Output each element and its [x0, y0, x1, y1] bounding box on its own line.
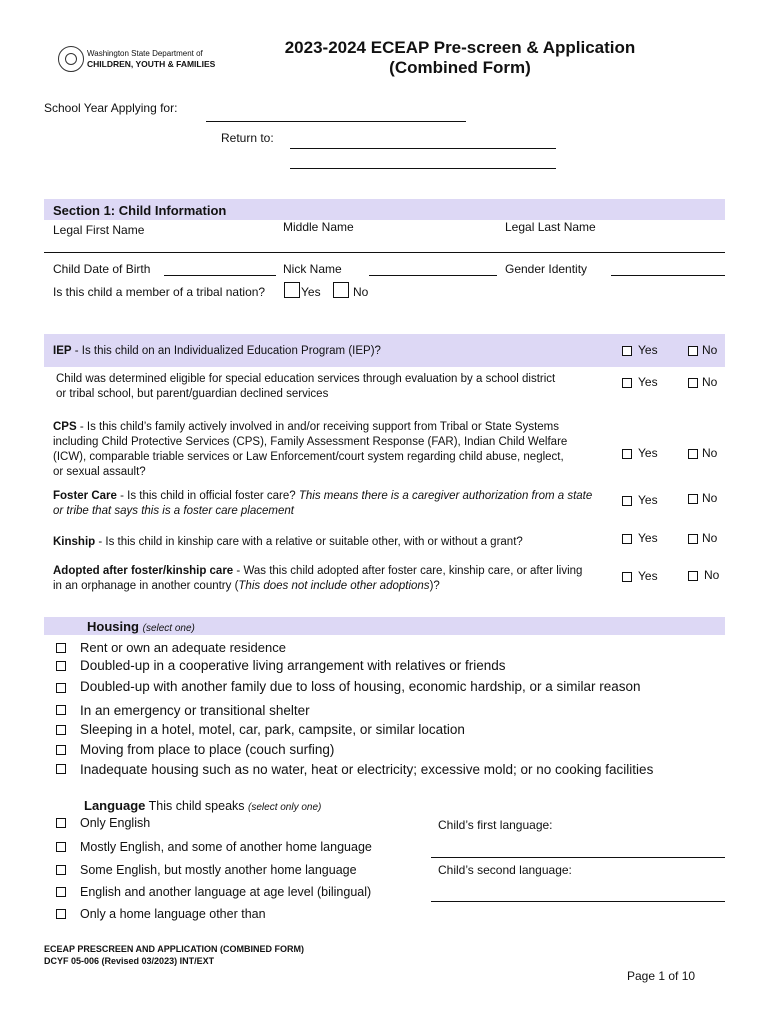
language-option-label: Only English: [80, 816, 151, 830]
legal-first-name-label: Legal First Name: [53, 223, 145, 237]
housing-heading-row: Housing (select one): [87, 619, 195, 634]
housing-option-label: Sleeping in a hotel, motel, car, park, campsite, or similar location: [80, 722, 465, 737]
foster-yes-checkbox[interactable]: [622, 496, 632, 506]
housing-option-label: Moving from place to place (couch surfing): [80, 742, 335, 757]
nick-name-label: Nick Name: [283, 262, 342, 276]
title-line-2: (Combined Form): [389, 58, 531, 77]
first-language-label: Child’s first language:: [438, 818, 553, 832]
iep-yes-checkbox[interactable]: [622, 346, 632, 356]
iep-no-label: No: [702, 343, 718, 357]
housing-option-label: In an emergency or transitional shelter: [80, 703, 310, 718]
cps-no-label: No: [702, 446, 718, 460]
title-line-1: 2023-2024 ECEAP Pre-screen & Application: [284, 38, 636, 57]
footer-form-number: DCYF 05-006 (Revised 03/2023) INT/EXT: [44, 956, 215, 966]
kinship-no-checkbox[interactable]: [688, 534, 698, 544]
school-year-label: School Year Applying for:: [44, 101, 178, 115]
footer-form-name: ECEAP PRESCREEN AND APPLICATION (COMBINED FORM): [44, 944, 305, 954]
language-option-checkbox[interactable]: [56, 909, 66, 919]
dcyf-logo-icon: [58, 46, 84, 72]
language-option-checkbox[interactable]: [56, 865, 66, 875]
logo-line-2: CHILDREN, YOUTH & FAMILIES: [87, 59, 216, 69]
middle-name-label: Middle Name: [283, 220, 354, 234]
section-1-heading: Section 1: Child Information: [53, 203, 227, 218]
page-title: [240, 38, 680, 78]
foster-no-label: No: [702, 491, 718, 505]
language-option-label: Some English, but mostly another home language: [80, 863, 357, 877]
housing-option-checkbox[interactable]: [56, 725, 66, 735]
adopted-question: Adopted after foster/kinship care - Was this child adopted after foster care, kinship care, or after living in an orphanage in another country (This does not include other adoptions)?: [53, 565, 583, 592]
eligible-no-label: No: [702, 375, 718, 389]
housing-option-checkbox[interactable]: [56, 683, 66, 693]
eligible-yes-label: Yes: [638, 375, 658, 389]
kinship-yes-checkbox[interactable]: [622, 534, 632, 544]
tribal-yes-label: Yes: [301, 285, 321, 299]
adopted-no-checkbox[interactable]: [688, 571, 698, 581]
nick-name-field[interactable]: [369, 275, 497, 276]
language-option-checkbox[interactable]: [56, 842, 66, 852]
eligible-question: Child was determined eligible for special education services through evaluation by a school district or tribal school, but parent/guardian declined services: [56, 373, 556, 400]
tribal-yes-checkbox[interactable]: [284, 282, 300, 298]
language-option-label: Only a home language other than: [80, 907, 266, 921]
foster-no-checkbox[interactable]: [688, 494, 698, 504]
return-to-label: Return to:: [221, 131, 274, 145]
cps-no-checkbox[interactable]: [688, 449, 698, 459]
return-to-field-1[interactable]: [290, 148, 556, 149]
language-option-label: English and another language at age level (bilingual): [80, 885, 372, 899]
housing-option-label: Doubled-up with another family due to loss of housing, economic hardship, or a similar reason: [80, 679, 641, 694]
school-year-field[interactable]: [206, 121, 466, 122]
tribal-no-checkbox[interactable]: [333, 282, 349, 298]
dcyf-logo: [58, 46, 216, 74]
housing-option-checkbox[interactable]: [56, 705, 66, 715]
cps-question: CPS - Is this child’s family actively involved in and/or receiving support from Tribal or State Systems including Child Protective Services (CPS), Family Assessment Response (FAR), Indian Child Welfare (ICW), comparable triable services or Law Enforcement/court system regarding child abuse, neglect, or sexual assault?: [53, 421, 568, 478]
kinship-no-label: No: [702, 531, 718, 545]
cps-yes-checkbox[interactable]: [622, 449, 632, 459]
cps-yes-label: Yes: [638, 446, 658, 460]
housing-option-label: Doubled-up in a cooperative living arrangement with relatives or friends: [80, 658, 506, 673]
gender-identity-field[interactable]: [611, 275, 725, 276]
dob-field[interactable]: [164, 275, 276, 276]
tribal-no-label: No: [353, 285, 369, 299]
dob-label: Child Date of Birth: [53, 262, 151, 276]
language-option-checkbox[interactable]: [56, 887, 66, 897]
foster-care-question: Foster Care - Is this child in official foster care? This means there is a caregiver authorization from a state or tribe that says this is a foster care placement: [53, 490, 593, 517]
second-language-label: Child’s second language:: [438, 863, 572, 877]
housing-option-checkbox[interactable]: [56, 661, 66, 671]
tribal-question: Is this child a member of a tribal nation?: [53, 285, 266, 299]
adopted-yes-checkbox[interactable]: [622, 572, 632, 582]
name-fields-line[interactable]: [44, 252, 725, 253]
eligible-no-checkbox[interactable]: [688, 378, 698, 388]
housing-option-label: Inadequate housing such as no water, heat or electricity; excessive mold; or no cooking facilities: [80, 762, 654, 777]
iep-question: IEP - Is this child on an Individualized Education Program (IEP)?: [53, 345, 381, 357]
iep-yes-label: Yes: [638, 343, 658, 357]
eligible-yes-checkbox[interactable]: [622, 378, 632, 388]
legal-last-name-label: Legal Last Name: [505, 220, 596, 234]
iep-no-checkbox[interactable]: [688, 346, 698, 356]
first-language-field[interactable]: [431, 857, 725, 858]
adopted-no-label: No: [704, 568, 720, 582]
logo-line-1: Washington State Department of: [87, 49, 203, 58]
adopted-yes-label: Yes: [638, 569, 658, 583]
page-number: Page 1 of 10: [627, 969, 696, 983]
language-option-label: Mostly English, and some of another home language: [80, 840, 372, 854]
foster-yes-label: Yes: [638, 493, 658, 507]
second-language-field[interactable]: [431, 901, 725, 902]
kinship-question: Kinship - Is this child in kinship care with a relative or suitable other, with or without a grant?: [53, 536, 523, 548]
kinship-yes-label: Yes: [638, 531, 658, 545]
housing-option-checkbox[interactable]: [56, 764, 66, 774]
return-to-field-2[interactable]: [290, 168, 556, 169]
housing-option-label: Rent or own an adequate residence: [80, 640, 286, 655]
language-option-checkbox[interactable]: [56, 818, 66, 828]
housing-option-checkbox[interactable]: [56, 745, 66, 755]
gender-identity-label: Gender Identity: [505, 262, 588, 276]
language-heading-row: Language This child speaks (select only one): [84, 798, 322, 813]
housing-option-checkbox[interactable]: [56, 643, 66, 653]
